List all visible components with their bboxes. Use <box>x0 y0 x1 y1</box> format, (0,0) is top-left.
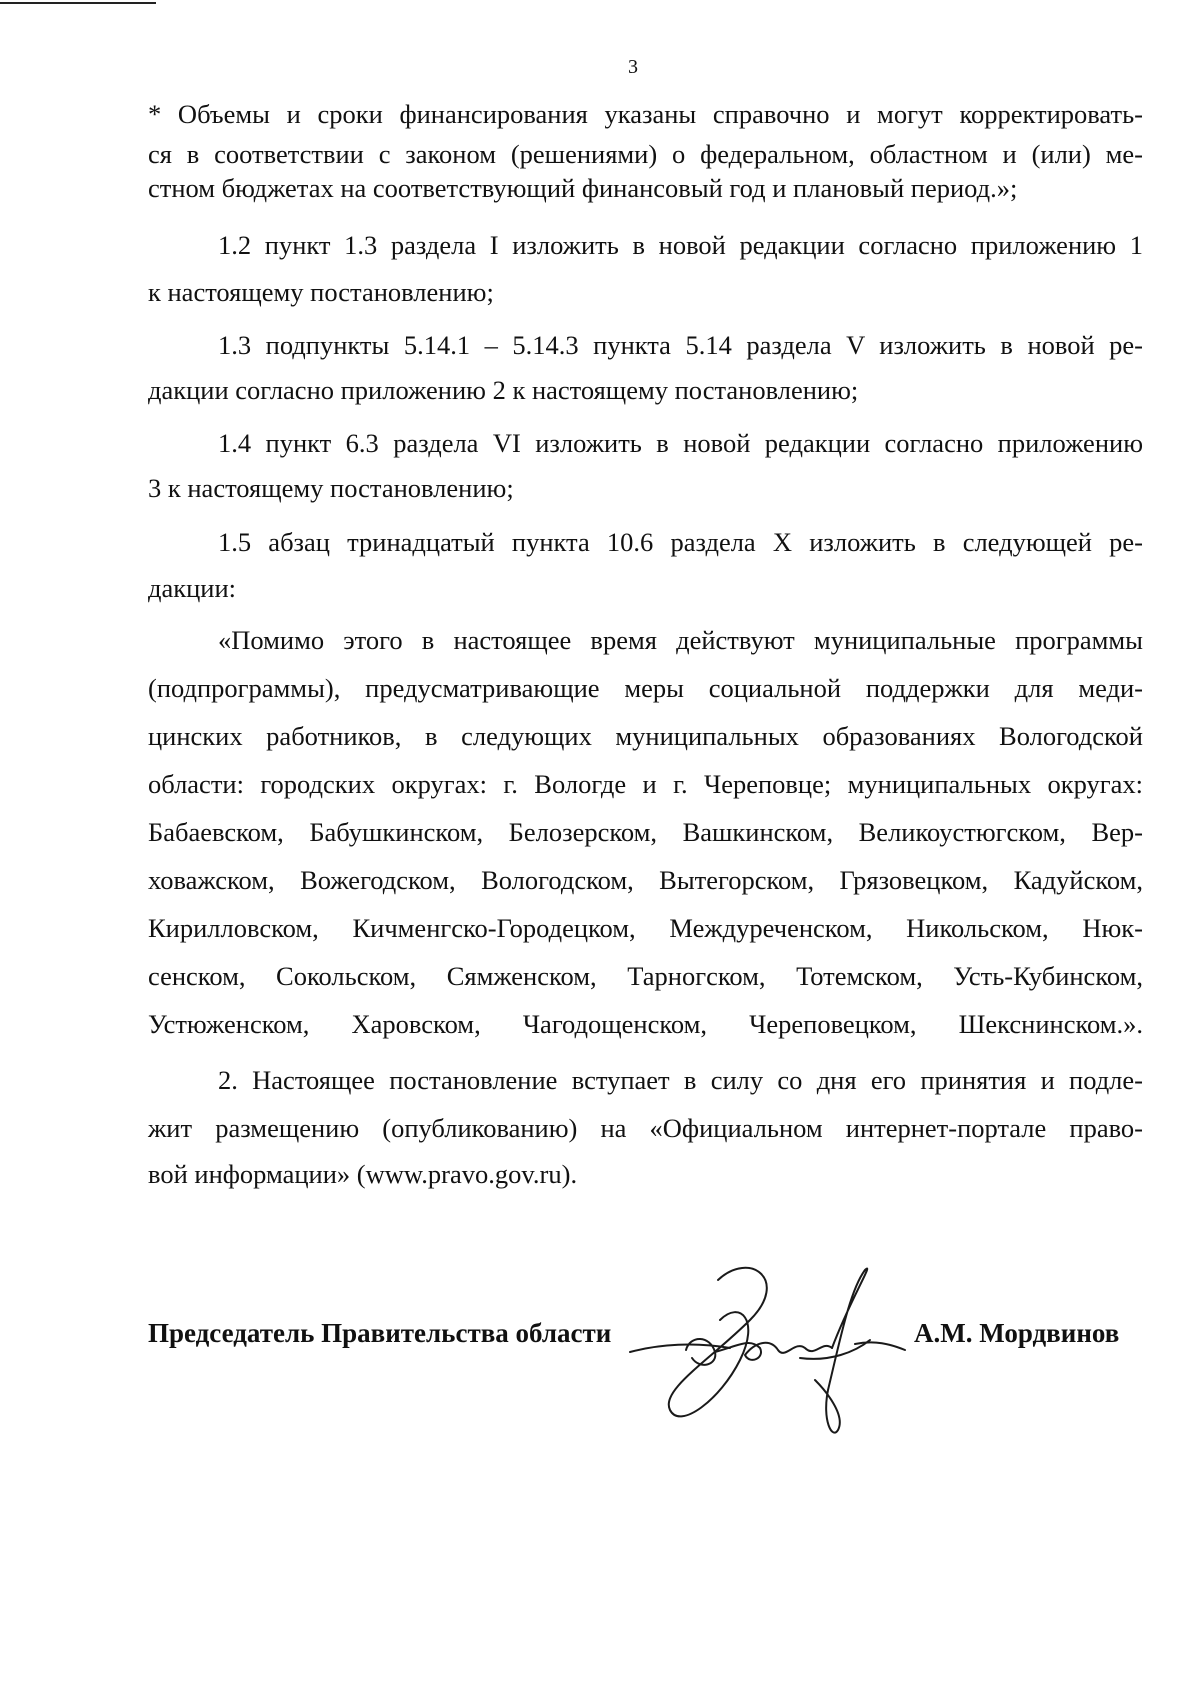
body-line: Устюженском, Харовском, Чагодощенском, Череповецком, Шекснинском.». <box>148 1009 1143 1039</box>
body-line: ховажском, Вожегодском, Вологодском, Вытегорском, Грязовецком, Кадуйском, <box>148 865 1143 895</box>
body-line: 1.4 пункт 6.3 раздела VI изложить в новой редакции согласно приложению <box>218 428 1143 458</box>
top-rule <box>0 2 156 4</box>
body-line: Бабаевском, Бабушкинском, Белозерском, Вашкинском, Великоустюгском, Вер- <box>148 817 1143 847</box>
body-line: (подпрограммы), предусматривающие меры социальной поддержки для меди- <box>148 673 1143 703</box>
body-line: 1.2 пункт 1.3 раздела I изложить в новой редакции согласно приложению 1 <box>218 230 1143 260</box>
body-line: цинских работников, в следующих муниципальных образованиях Вологодской <box>148 721 1143 751</box>
signatory-name: А.М. Мордвинов <box>914 1318 1120 1348</box>
body-line: 1.5 абзац тринадцатый пункта 10.6 раздела X изложить в следующей ре- <box>218 527 1143 557</box>
body-line: дакции согласно приложению 2 к настоящему постановлению; <box>148 375 859 405</box>
body-line: дакции: <box>148 573 237 603</box>
signatory-title: Председатель Правительства области <box>148 1318 612 1348</box>
body-line: 3 к настоящему постановлению; <box>148 473 514 503</box>
body-line: вой информации» (www.pravo.gov.ru). <box>148 1159 578 1189</box>
footnote-line: * Объемы и сроки финансирования указаны справочно и могут корректировать- <box>148 99 1143 129</box>
body-line: сенском, Сокольском, Сямженском, Тарногском, Тотемском, Усть-Кубинском, <box>148 961 1143 991</box>
body-line: области: городских округах: г. Вологде и г. Череповце; муниципальных округах: <box>148 769 1143 799</box>
body-line: к настоящему постановлению; <box>148 277 494 307</box>
body-line: 2. Настоящее постановление вступает в силу со дня его принятия и подле- <box>218 1065 1143 1095</box>
body-line: жит размещению (опубликованию) на «Официальном интернет-портале право- <box>148 1113 1143 1143</box>
handwritten-signature <box>600 1240 930 1460</box>
body-line: Кирилловском, Кичменгско-Городецком, Междуреченском, Никольском, Нюк- <box>148 913 1143 943</box>
footnote-line: стном бюджетах на соответствующий финансовый год и плановый период.»; <box>148 173 1018 203</box>
body-line: 1.3 подпункты 5.14.1 – 5.14.3 пункта 5.14 раздела V изложить в новой ре- <box>218 330 1143 360</box>
footnote-line: ся в соответствии с законом (решениями) о федеральном, областном и (или) ме- <box>148 139 1143 169</box>
body-line: «Помимо этого в настоящее время действуют муниципальные программы <box>218 625 1143 655</box>
page-number: 3 <box>628 56 638 78</box>
